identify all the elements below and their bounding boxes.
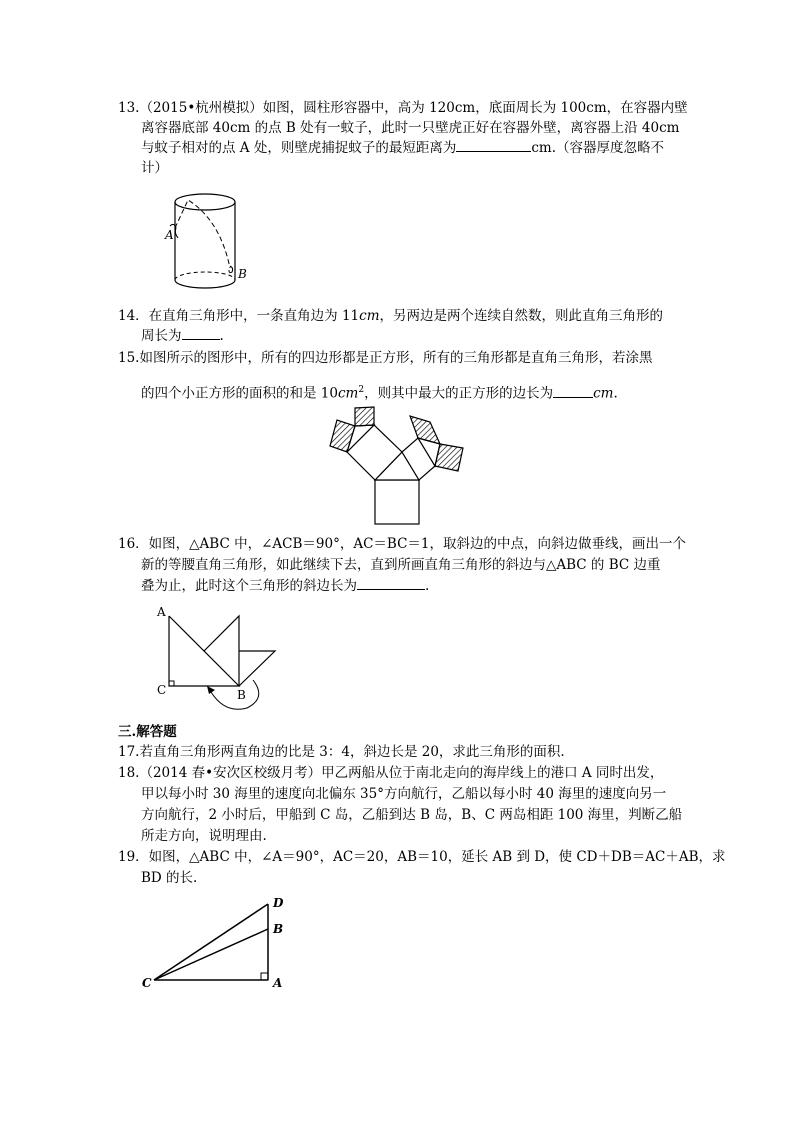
right-angle-mark-c [169,681,174,686]
q16-line-3 [141,577,429,596]
q16-answer-blank[interactable] [357,577,425,590]
figure19-label-b: B [273,922,284,936]
q15-unit-sup: 2 [358,385,365,395]
figure16-label-c: C [157,683,167,697]
q15-line-2-mid: ，则其中最大的正方形的边长为 [364,385,554,402]
q14-line-1 [118,307,663,326]
mosquito-icon [229,266,233,273]
segment-cd [154,904,268,980]
q16-line-2: 新的等腰直角三角形，如此继续下去，直到所画直角三角形的斜边与△ABC 的 BC 边重 [141,557,661,573]
q19-line-1: 19．如图，△ABC 中，∠A＝90°，AC＝20，AB＝10，延长 AB 到 D，使 CD＋DB＝AC＋AB，求 [118,849,726,865]
triangle-cdba-figure [140,893,300,993]
q15-unit: cm [337,385,359,402]
q15-line-2-tail: . [613,385,618,402]
q13-line-3 [141,139,664,158]
q17-line: 17.若直角三角形两直角边的比是 3：4，斜边长是 20，求此三角形的面积. [118,744,565,760]
hatched-square-3 [410,416,440,444]
cylinder-top-ellipse [175,194,235,210]
segment-cb [154,929,268,980]
figure16-label-b: B [237,688,246,702]
q14-line-1-tail: ，另两边是两个连续自然数，则此直角三角形的 [379,308,664,324]
q16-line-3-text: 叠为止，此时这个三角形的斜边长为 [141,578,357,594]
largest-square [375,480,419,524]
q18-line-3: 方向航行，2 小时后，甲船到 C 岛，乙船到达 B 岛，B、C 两岛相距 100 海里，判断乙船 [141,807,683,823]
cylinder-label-b: B [238,267,247,281]
q15-line-1: 15.如图所示的图形中，所有的四边形都是正方形，所有的三角形都是直角三角形，若涂黑 [118,350,653,366]
q18-line-1: 18.（2014 春•安次区校级月考）甲乙两船从位于南北走向的海岸线上的港口 A 同时出发， [118,765,664,781]
q13-line-4: 计） [141,160,168,176]
q16-line-1: 16．如图，△ABC 中，∠ACB＝90°，AC＝BC＝1，取斜边的中点，向斜边做垂线，画出一个 [118,536,687,552]
q16-line-3-tail: . [425,578,430,594]
q14-line-2 [141,327,224,346]
isosceles-triangles-figure [155,602,285,717]
cylinder-label-a: A [165,228,174,242]
q15-unit-2: cm [593,385,614,402]
figure19-label-a: A [273,976,283,990]
cylinder-figure [160,190,260,295]
q15-line-2-text: 的四个小正方形的面积的和是 10 [141,385,338,402]
cylinder-bottom-front [175,280,235,288]
third-triangle [239,651,275,686]
q14-unit: cm [359,308,380,324]
q13-line-1: 13.（2015•杭州模拟）如图，圆柱形容器中，高为 120cm，底面周长为 100cm，在容器内壁 [118,100,688,116]
q14-answer-blank[interactable] [182,327,220,340]
q13-line-3-tail: cm.（容器厚度忽略不 [531,140,664,156]
pythagoras-tree-figure [330,404,470,528]
q18-line-4: 所走方向，说明理由. [141,828,267,844]
section-heading: 三.解答题 [118,724,177,740]
hatched-square-4 [435,444,463,471]
q14-line-2-tail: . [219,328,224,344]
q18-line-2: 甲以每小时 30 海里的速度向北偏东 35°方向航行，乙船以每小时 40 海里的速度向另一 [141,786,667,802]
q13-line-2: 离容器底部 40cm 的点 B 处有一蚊子，此时一只壁虎正好在容器外壁，离容器上沿 40cm [141,120,680,136]
figure16-label-a: A [157,605,166,619]
q13-answer-blank[interactable] [456,139,531,152]
rotation-arrow [211,680,259,709]
second-triangle [204,616,239,686]
cylinder-bottom-back [175,272,235,280]
q15-answer-blank[interactable] [553,385,593,398]
q15-line-2 [141,381,618,404]
q13-line-3-text: 与蚊子相对的点 A 处，则壁虎捕捉蚊子的最短距离为 [141,140,457,156]
right-angle-mark-a [261,973,268,980]
hatched-square-2 [355,407,374,426]
q14-line-1-text: 14．在直角三角形中，一条直角边为 11 [118,308,360,324]
q19-line-2: BD 的长. [141,870,198,886]
q14-line-2-text: 周长为 [141,328,182,344]
figure19-label-d: D [273,896,284,910]
figure19-label-c: C [142,976,152,990]
